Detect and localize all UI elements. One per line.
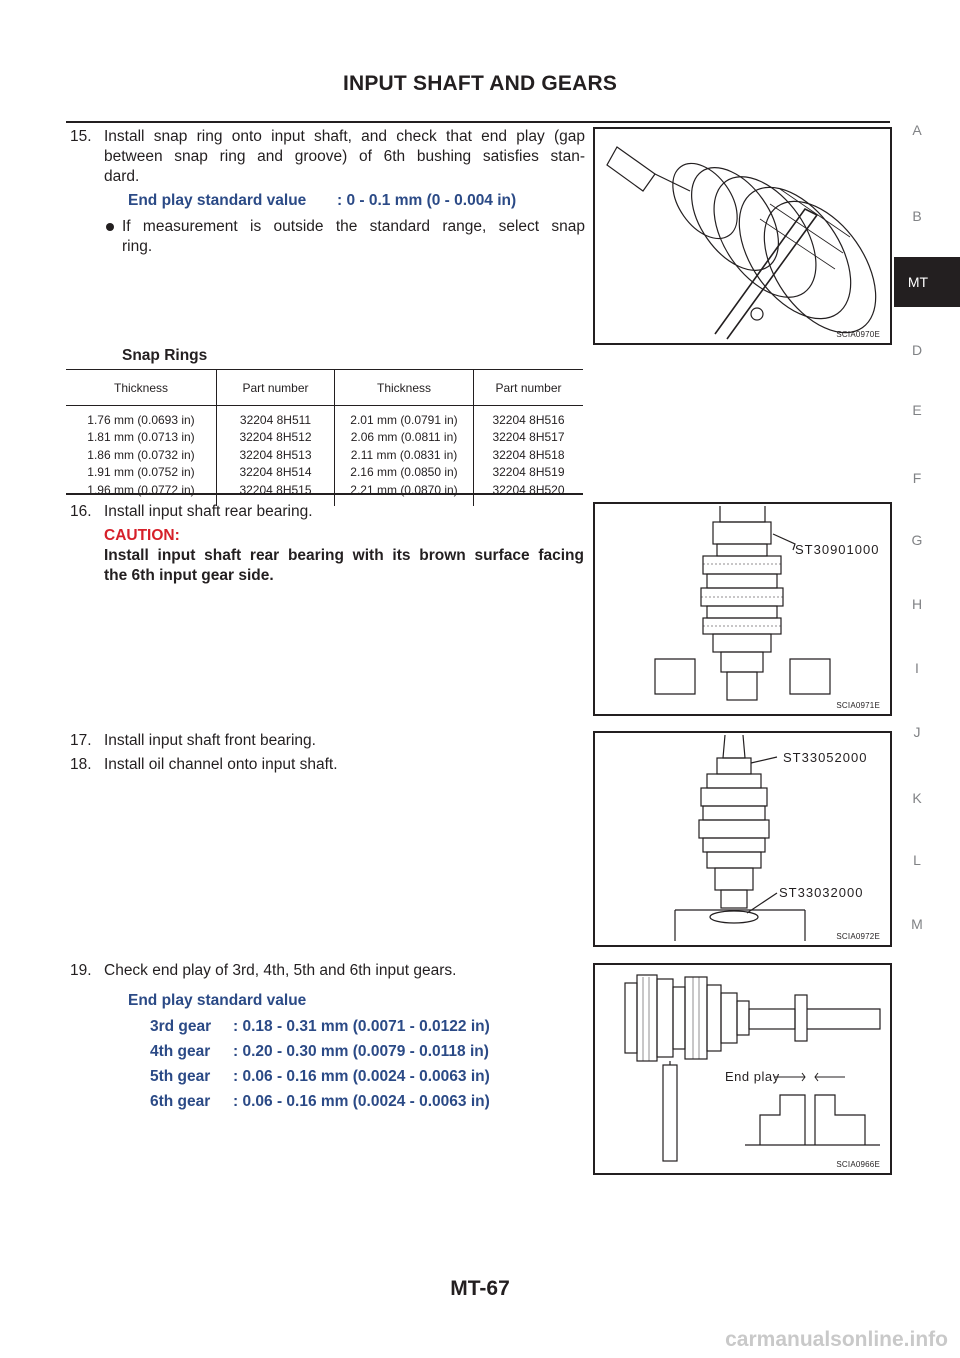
table-header-row (66, 370, 583, 406)
step-19 (70, 961, 456, 981)
figure-code: SCIA0972E (836, 932, 880, 941)
side-index-letter[interactable]: M (911, 916, 923, 932)
side-index (894, 0, 960, 960)
tool-label: ST30901000 (795, 542, 880, 557)
bullet-icon (106, 223, 114, 231)
step-text: Install oil channel onto input shaft. (104, 756, 338, 773)
figure-rear-bearing (593, 502, 892, 716)
spec-label: End play standard value (128, 192, 307, 209)
step-number: 15. (70, 128, 92, 145)
cell-value: 32204 8H514 (239, 465, 312, 480)
spec-gear: 6th gear (150, 1093, 211, 1110)
step-15 (70, 127, 585, 187)
side-index-letter[interactable]: A (912, 122, 922, 138)
footer-watermark[interactable]: carmanualsonline.info (725, 1328, 948, 1351)
spec-value: : 0 - 0.1 mm (0 - 0.004 in) (337, 192, 517, 209)
step-number: 17. (70, 732, 92, 749)
figure-front-bearing (593, 731, 892, 947)
bullet-text: ring. (122, 238, 153, 255)
spec-row (150, 1018, 490, 1036)
spec-title: End play standard value (128, 992, 307, 1009)
step-text: Install input shaft front bearing. (104, 732, 316, 749)
spec-value: : 0.20 - 0.30 mm (0.0079 - 0.0118 in) (233, 1043, 489, 1060)
cell-value: 32204 8H511 (239, 413, 312, 427)
bullet-text: If measurement is outside the standard range, select snap (122, 218, 585, 235)
cell-value: 32204 8H513 (239, 447, 312, 462)
table-cell-part-number (474, 406, 584, 507)
caution-line: the 6th input gear side. (104, 567, 274, 584)
side-index-letter[interactable]: H (911, 596, 923, 612)
side-index-letter[interactable]: F (912, 470, 922, 486)
table-title: Snap Rings (122, 347, 208, 364)
spec-value: : 0.18 - 0.31 mm (0.0071 - 0.0122 in) (233, 1018, 490, 1035)
caution-line: Install input shaft rear bearing with its brown surface facing (104, 547, 584, 564)
spec-gear: 4th gear (150, 1043, 211, 1060)
cell-value: 32204 8H520 (492, 482, 565, 497)
table-cell-thickness (66, 406, 217, 507)
step-16 (70, 502, 313, 522)
cell-value: 32204 8H512 (239, 430, 312, 445)
spec-row (150, 1093, 490, 1111)
figure-code: SCIA0971E (836, 701, 880, 710)
step-text: Check end play of 3rd, 4th, 5th and 6th input gears. (104, 962, 457, 979)
page-title: INPUT SHAFT AND GEARS (342, 72, 618, 95)
side-index-letter[interactable]: E (912, 402, 922, 418)
cell-value: 2.06 mm (0.0811 in) (350, 430, 458, 445)
snap-ring-table-bottom-rule (66, 493, 583, 495)
table-header: Thickness (66, 370, 217, 406)
cell-value: 32204 8H517 (492, 430, 565, 445)
cell-value: 1.76 mm (0.0693 in) (87, 413, 195, 427)
step-text: dard. (104, 168, 140, 185)
figure-snap-ring-measure (593, 127, 892, 345)
title-rule (66, 121, 890, 123)
step-text: Install snap ring onto input shaft, and check that end play (gap (104, 128, 585, 145)
step-number: 16. (70, 503, 92, 520)
cell-value: 2.01 mm (0.0791 in) (350, 413, 458, 427)
cell-value: 2.21 mm (0.0870 in) (350, 482, 458, 497)
spec-gear: 3rd gear (150, 1018, 212, 1035)
side-index-letter[interactable]: I (915, 660, 919, 676)
cell-value: 32204 8H518 (492, 447, 565, 462)
table-header: Thickness (335, 370, 474, 406)
caution-text (104, 546, 584, 586)
cell-value: 1.96 mm (0.0772 in) (87, 482, 195, 497)
cell-value: 2.16 mm (0.0850 in) (350, 465, 458, 480)
bearing-press-illustration (595, 504, 890, 714)
spec-value: : 0.06 - 0.16 mm (0.0024 - 0.0063 in) (233, 1068, 490, 1085)
spec-row (150, 1043, 489, 1061)
page-number: MT-67 (450, 1277, 510, 1300)
table-header: Part number (217, 370, 335, 406)
side-index-letter[interactable]: B (912, 208, 922, 224)
table-header: Part number (474, 370, 584, 406)
cell-value: 1.86 mm (0.0732 in) (87, 447, 195, 462)
table-cell-part-number (217, 406, 335, 507)
side-index-letter[interactable]: K (912, 790, 922, 806)
cell-value: 2.11 mm (0.0831 in) (350, 447, 458, 462)
figure-code: SCIA0966E (836, 1160, 880, 1169)
spec-value: : 0.06 - 0.16 mm (0.0024 - 0.0063 in) (233, 1093, 490, 1110)
cell-value: 32204 8H515 (239, 482, 312, 497)
end-play-label: End play (725, 1069, 780, 1084)
step-17 (70, 731, 316, 751)
cell-value: 1.81 mm (0.0713 in) (87, 430, 195, 445)
cell-value: 1.91 mm (0.0752 in) (87, 465, 195, 480)
spec-row (150, 1068, 490, 1086)
step-text: between snap ring and groove) of 6th bushing satisfies stan- (104, 148, 585, 165)
step-number: 19. (70, 962, 92, 979)
figure-end-play (593, 963, 892, 1175)
gear-shaft-illustration (595, 129, 890, 343)
cell-value: 32204 8H519 (492, 465, 565, 480)
side-index-letter[interactable]: J (913, 724, 921, 740)
tool-label-bottom: ST33032000 (779, 885, 864, 900)
figure-code: SCIA0970E (836, 330, 880, 339)
side-index-letter[interactable]: L (913, 852, 921, 868)
snap-ring-table (66, 370, 583, 506)
step-text: Install input shaft rear bearing. (104, 503, 313, 520)
bullet-note (122, 217, 585, 257)
tool-label-top: ST33052000 (783, 750, 868, 765)
side-index-letter[interactable]: D (911, 342, 923, 358)
spec-gear: 5th gear (150, 1068, 211, 1085)
cell-value: 32204 8H516 (492, 413, 565, 427)
step-number: 18. (70, 756, 92, 773)
step-18 (70, 755, 338, 775)
side-index-active-tab[interactable]: MT (894, 257, 960, 307)
caution-heading: CAUTION: (104, 527, 180, 544)
side-index-letter[interactable]: G (911, 532, 923, 548)
table-row (66, 406, 583, 507)
table-cell-thickness (335, 406, 474, 507)
